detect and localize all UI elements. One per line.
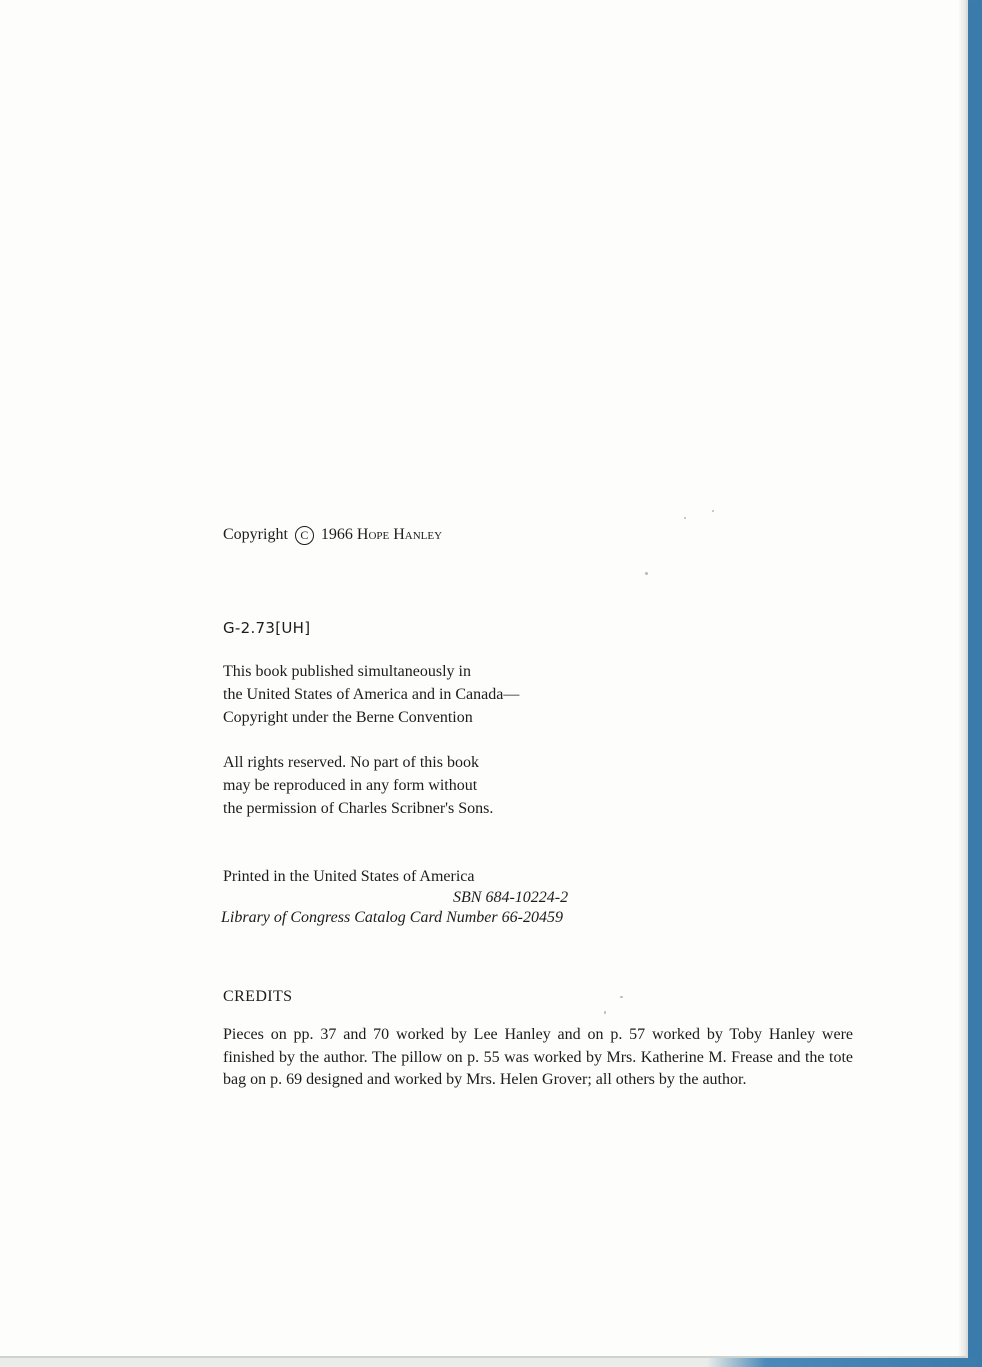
paper-speck bbox=[712, 510, 714, 512]
rights-notice-line: may be reproduced in any form without bbox=[223, 777, 478, 794]
publication-notice-line: Copyright under the Berne Convention bbox=[223, 709, 473, 726]
rights-notice-line: the permission of Charles Scribner's Sons. bbox=[223, 800, 494, 817]
rights-notice bbox=[223, 751, 493, 820]
publication-notice-line: This book published simultaneously in bbox=[223, 663, 471, 680]
sbn-number: SBN 684-10224-2 bbox=[453, 889, 569, 906]
paper-speck bbox=[604, 1011, 606, 1014]
copyright-year: 1966 bbox=[320, 526, 353, 543]
rights-notice-line: All rights reserved. No part of this book bbox=[223, 754, 479, 771]
page-edge-shadow bbox=[958, 0, 966, 1356]
paper-speck bbox=[684, 517, 686, 519]
publication-notice-line: the United States of America and in Canada— bbox=[223, 686, 520, 703]
credits-heading: CREDITS bbox=[223, 988, 293, 1005]
copyright-symbol: C bbox=[295, 526, 314, 545]
copyright-prefix: Copyright bbox=[223, 526, 288, 543]
printed-in-line: Printed in the United States of America bbox=[223, 868, 475, 885]
paper-speck bbox=[620, 996, 623, 998]
credits-body: Pieces on pp. 37 and 70 worked by Lee Hanley and on p. 57 worked by Toby Hanley were finished by the author. The pillow on p. 55 was worked by Mrs. Katherine M. Frease and the tote bag on p. 69 designed and worked by Mrs. Helen Grover; all others by the author. bbox=[223, 1026, 853, 1088]
printing-code: G-2.73[UH] bbox=[223, 619, 311, 637]
publication-notice bbox=[223, 660, 519, 729]
copyright-line bbox=[223, 523, 442, 546]
copyright-author: Hope Hanley bbox=[356, 526, 443, 543]
scan-bottom-edge bbox=[0, 1358, 982, 1367]
library-of-congress-number: Library of Congress Catalog Card Number 66-20459 bbox=[221, 909, 563, 926]
paper-speck bbox=[645, 572, 648, 575]
